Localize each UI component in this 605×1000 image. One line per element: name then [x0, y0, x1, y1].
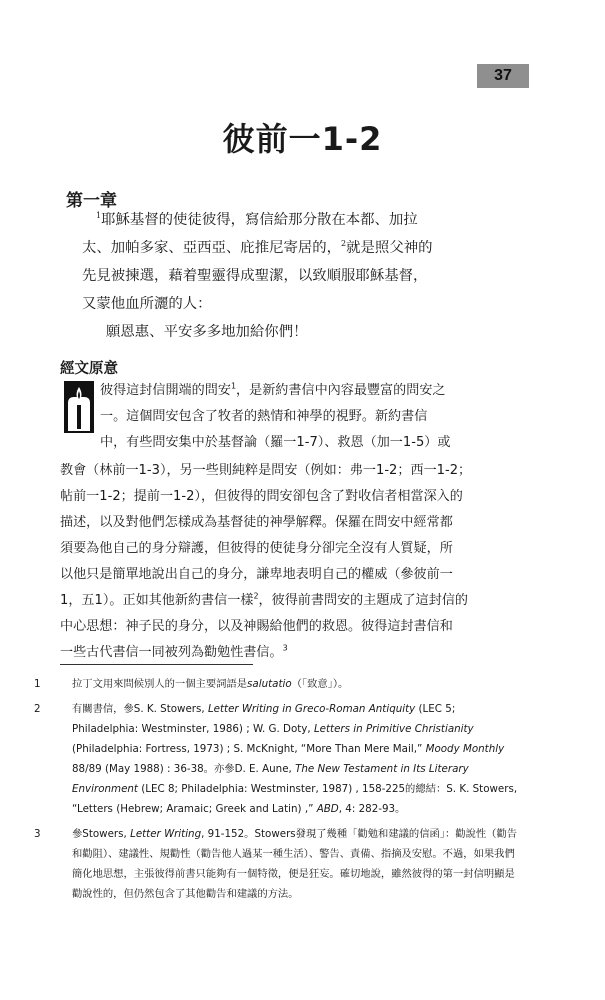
body-line: 以他只是簡單地說出自己的身分，謙卑地表明自己的權威（參彼前一 — [60, 567, 453, 582]
scripture-text: 耶穌基督的使徒彼得，寫信給那分散在本都、加拉 — [101, 212, 418, 228]
footnote-segment: 拉丁文用來問候別人的一個主要詞語是 — [72, 678, 248, 690]
footnote-segment: 有關書信，參S. K. Stowers, — [72, 703, 208, 715]
body-text: 彼得這封信開端的問安 — [100, 383, 231, 398]
body-line — [60, 640, 288, 666]
footnote-segment: (LEC 8; Philadelphia: Westminster, 1987) , 158-225的總結：S. K. Stowers, “Letters (Hebrew; Aramaic; Greek and Latin) ,” — [72, 783, 518, 815]
body-line — [60, 588, 468, 614]
scripture-greeting: 願恩惠、平安多多地加給你們！ — [106, 324, 308, 340]
footnote-text — [72, 674, 524, 694]
footnotes — [34, 674, 524, 909]
body-text: ，是新約書信中內容最豐富的問安之 — [236, 383, 446, 398]
footnote-segment: 88/89 (May 1988) : 36-38。亦參D. E. Aune, — [72, 763, 296, 775]
footnote-segment: , 4: 282-93。 — [338, 803, 406, 815]
body-line: 中，有些問安集中於基督論（羅一1-7）、救恩（加一1-5）或 — [100, 435, 451, 450]
footnote-segment: salutatio — [247, 678, 292, 690]
body-text: ，彼得前書問安的主題成了這封信的 — [258, 593, 469, 608]
body-line: 帖前一1-2；提前一1-2），但彼得的問安卻包含了對收信者相當深入的 — [60, 489, 463, 504]
page-number-tab — [477, 64, 529, 88]
body-text: 1，五1）。正如其他新約書信一樣 — [60, 593, 254, 608]
footnote-divider — [60, 664, 253, 665]
scripture-line — [82, 234, 522, 262]
footnote-segment: Moody Monthly — [425, 743, 505, 755]
footnote-ref: 2 — [253, 591, 259, 601]
scripture-line: 又蒙他血所灑的人： — [82, 296, 212, 312]
footnote-segment: (Philadelphia: Fortress, 1973) ; S. McKnight, “More Than Mere Mail,” — [72, 743, 426, 755]
footnote-segment: ABD — [316, 803, 339, 815]
footnote-text — [72, 699, 524, 819]
page-number: 37 — [494, 67, 512, 84]
footnote-1 — [34, 674, 524, 694]
body-line: 描述，以及對他們怎樣成為基督徒的神學解釋。保羅在問安中經常都 — [60, 515, 453, 530]
scripture-line: 先見被揀選，藉着聖靈得成聖潔，以致順服耶穌基督， — [82, 268, 428, 284]
scripture-text: 太、加帕多家、亞西亞、庇推尼寄居的， — [82, 240, 342, 256]
footnote-number: 3 — [34, 828, 41, 840]
footnote-segment: 參Stowers, — [72, 828, 131, 840]
chapter-heading: 第一章 — [66, 191, 117, 211]
candle-icon — [64, 381, 94, 433]
body-line: 教會（林前一1-3），另一些則純粹是問安（例如：弗一1-2；西一1-2； — [60, 463, 472, 478]
footnote-text — [72, 824, 524, 904]
footnote-segment: , 91-152。Stowers發現了幾種「勸勉和建議的信函」：勸說性（勸告和勸阻）、建議性、規勸性（勸告他人過某一種生活）、警告、責備、指摘及安慰。不過，如果我們簡化地思想，主張彼得前書只能夠有一個特徵，便是狂妄。確切地說，雖然彼得的第一封信明顯是勸說性的，但仍然包含了其他勸告和建議的方法。 — [72, 828, 518, 900]
body-line: 中心思想：神子民的身分，以及神賜給他們的救恩。彼得這封書信和 — [60, 619, 453, 634]
footnote-ref: 1 — [230, 381, 237, 391]
footnote-number: 1 — [34, 678, 41, 690]
footnote-ref: 3 — [282, 643, 288, 653]
page-title: 彼前一1-2 — [222, 120, 383, 158]
section-heading: 經文原意 — [60, 361, 118, 377]
footnote-segment: （「致意」）。 — [291, 678, 349, 690]
scripture-passage — [82, 206, 522, 346]
scripture-line — [82, 206, 522, 234]
body-line — [100, 378, 446, 404]
footnote-segment: (LEC 5; Philadelphia: Westminster, 1986) ; W. G. Doty, — [72, 703, 456, 735]
footnote-segment: Letters in Primitive Christianity — [313, 723, 474, 735]
body-line: 一。這個問安包含了牧者的熱情和神學的視野。新約書信 — [100, 409, 428, 424]
footnote-2 — [34, 699, 524, 819]
footnote-segment: Letter Writing — [130, 828, 202, 840]
footnote-number: 2 — [34, 703, 41, 715]
footnote-segment: Letter Writing in Greco-Roman Antiquity — [207, 703, 416, 715]
body-line: 須要為他自己的身分辯護，但彼得的使徒身分卻完全沒有人質疑，所 — [60, 541, 453, 556]
footnote-3 — [34, 824, 524, 904]
body-text: 一些古代書信一同被列為勸勉性書信。 — [60, 645, 283, 660]
scripture-text: 就是照父神的 — [346, 240, 433, 256]
footnote-segment: The New Testament in Its Literary Environment — [72, 763, 469, 795]
verse-number: 2 — [341, 239, 347, 249]
verse-number: 1 — [96, 211, 102, 221]
